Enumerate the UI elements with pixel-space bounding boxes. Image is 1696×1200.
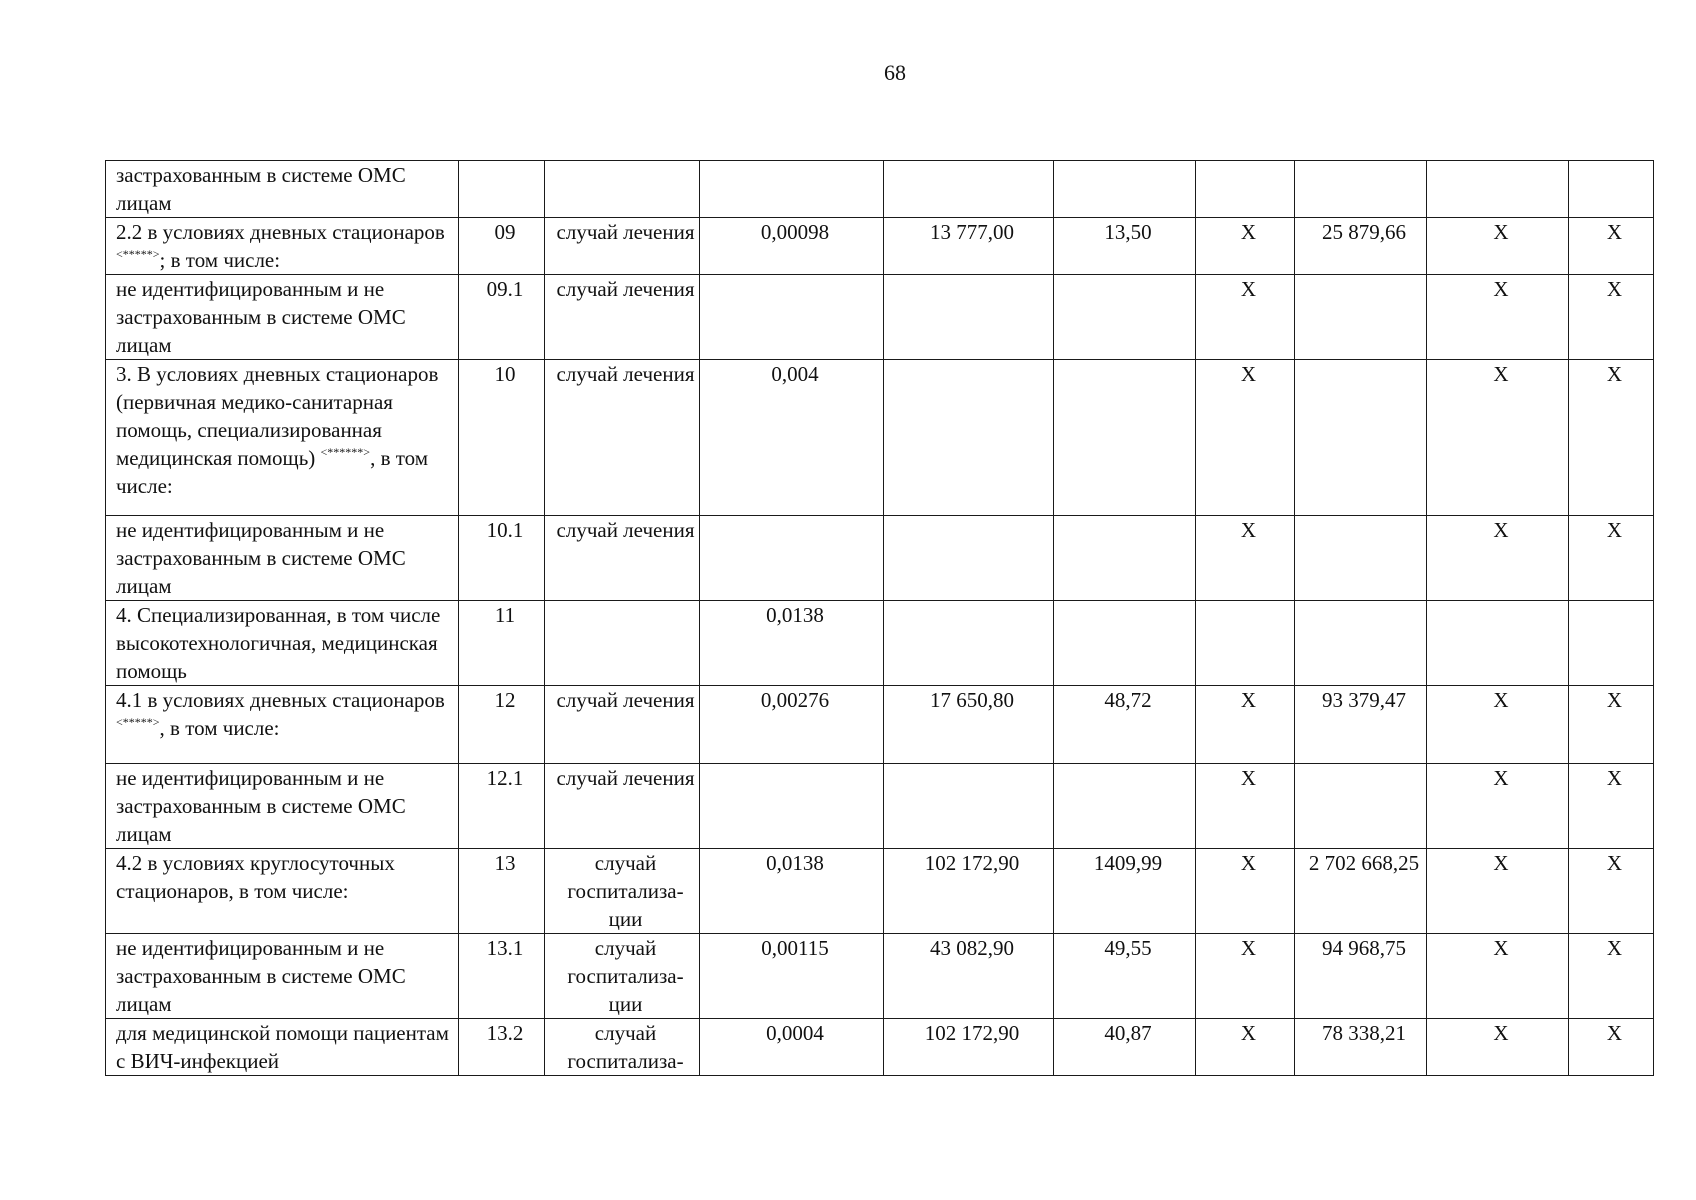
row-name-text: 2.2 в условиях дневных стационаров xyxy=(116,220,445,244)
row-per-capita-value: 13,50 xyxy=(1054,218,1196,275)
row-cost-value xyxy=(884,516,1054,601)
row-total-value: 2 702 668,25 xyxy=(1295,849,1427,934)
row-x-mark xyxy=(1196,161,1295,218)
row-x-mark: Х xyxy=(1569,516,1654,601)
row-name-tail: , в том числе: xyxy=(116,446,429,498)
row-name-text: 4.1 в условиях дневных стационаров xyxy=(116,688,445,712)
row-total-value: 93 379,47 xyxy=(1295,686,1427,764)
row-norm-value xyxy=(700,161,884,218)
row-x-mark: Х xyxy=(1427,275,1569,360)
row-x-mark: Х xyxy=(1427,516,1569,601)
row-x-mark: Х xyxy=(1196,360,1295,516)
row-per-capita-value xyxy=(1054,601,1196,686)
row-norm-value: 0,0004 xyxy=(700,1019,884,1076)
row-name-text: не идентифицированным и не застрахованным в системе ОМС лицам xyxy=(116,518,406,598)
row-x-mark xyxy=(1569,161,1654,218)
row-x-mark: Х xyxy=(1427,764,1569,849)
table-row xyxy=(106,161,1654,218)
table-row xyxy=(106,218,1654,275)
row-x-mark: Х xyxy=(1196,275,1295,360)
table-row xyxy=(106,275,1654,360)
row-x-mark: Х xyxy=(1569,360,1654,516)
row-name xyxy=(106,360,459,516)
row-name xyxy=(106,601,459,686)
row-total-value: 94 968,75 xyxy=(1295,934,1427,1019)
row-code: 11 xyxy=(459,601,545,686)
row-code: 12.1 xyxy=(459,764,545,849)
footnote-mark: <******> xyxy=(320,445,371,459)
row-name-text: для медицинской помощи пациентам с ВИЧ-инфекцией xyxy=(116,1021,449,1073)
row-cost-value: 43 082,90 xyxy=(884,934,1054,1019)
row-x-mark: Х xyxy=(1569,686,1654,764)
row-x-mark: Х xyxy=(1196,686,1295,764)
row-name xyxy=(106,934,459,1019)
row-cost-value xyxy=(884,764,1054,849)
row-per-capita-value xyxy=(1054,275,1196,360)
row-norm-value: 0,004 xyxy=(700,360,884,516)
row-x-mark: Х xyxy=(1196,849,1295,934)
row-norm-value: 0,0138 xyxy=(700,849,884,934)
row-name-tail: , в том числе: xyxy=(159,716,280,740)
row-per-capita-value xyxy=(1054,360,1196,516)
row-x-mark: Х xyxy=(1569,218,1654,275)
row-name-text: 3. В условиях дневных стационаров (первичная медико-санитарная помощь, специализированная медицинская помощь) xyxy=(116,362,439,470)
row-code: 10 xyxy=(459,360,545,516)
row-norm-value: 0,00276 xyxy=(700,686,884,764)
row-per-capita-value xyxy=(1054,764,1196,849)
row-x-mark: Х xyxy=(1427,849,1569,934)
row-code: 13.1 xyxy=(459,934,545,1019)
row-x-mark: Х xyxy=(1427,1019,1569,1076)
row-cost-value: 102 172,90 xyxy=(884,1019,1054,1076)
footnote-mark: <*****> xyxy=(116,247,160,261)
table-row xyxy=(106,686,1654,764)
row-norm-value: 0,00098 xyxy=(700,218,884,275)
row-norm-value: 0,0138 xyxy=(700,601,884,686)
row-unit: случай лечения xyxy=(545,516,700,601)
row-unit: случай лечения xyxy=(545,275,700,360)
row-x-mark: Х xyxy=(1196,1019,1295,1076)
table-row xyxy=(106,601,1654,686)
table-row xyxy=(106,516,1654,601)
row-x-mark: Х xyxy=(1569,849,1654,934)
table-row xyxy=(106,764,1654,849)
row-unit: случай лечения xyxy=(545,360,700,516)
row-name xyxy=(106,161,459,218)
row-x-mark: Х xyxy=(1569,934,1654,1019)
row-x-mark: Х xyxy=(1196,934,1295,1019)
row-name xyxy=(106,1019,459,1076)
row-x-mark: Х xyxy=(1569,764,1654,849)
row-code: 13.2 xyxy=(459,1019,545,1076)
row-name xyxy=(106,849,459,934)
row-total-value: 78 338,21 xyxy=(1295,1019,1427,1076)
row-unit: случай госпитализа- ции xyxy=(545,849,700,934)
row-norm-value xyxy=(700,516,884,601)
row-total-value xyxy=(1295,275,1427,360)
row-cost-value: 102 172,90 xyxy=(884,849,1054,934)
row-x-mark: Х xyxy=(1196,516,1295,601)
row-cost-value: 13 777,00 xyxy=(884,218,1054,275)
footnote-mark: <*****> xyxy=(116,715,160,729)
row-name xyxy=(106,516,459,601)
row-per-capita-value xyxy=(1054,516,1196,601)
row-unit: случай лечения xyxy=(545,218,700,275)
row-unit xyxy=(545,601,700,686)
table-row xyxy=(106,849,1654,934)
row-total-value xyxy=(1295,516,1427,601)
row-norm-value xyxy=(700,764,884,849)
row-unit xyxy=(545,161,700,218)
row-total-value xyxy=(1295,161,1427,218)
table-body xyxy=(106,161,1654,1076)
row-name-text: не идентифицированным и не застрахованным в системе ОМС лицам xyxy=(116,277,406,357)
row-cost-value xyxy=(884,360,1054,516)
table-row xyxy=(106,1019,1654,1076)
row-norm-value: 0,00115 xyxy=(700,934,884,1019)
row-per-capita-value xyxy=(1054,161,1196,218)
row-code xyxy=(459,161,545,218)
row-x-mark: Х xyxy=(1196,218,1295,275)
row-name-text: не идентифицированным и не застрахованным в системе ОМС лицам xyxy=(116,936,406,1016)
row-code: 10.1 xyxy=(459,516,545,601)
row-x-mark: Х xyxy=(1427,686,1569,764)
row-code: 12 xyxy=(459,686,545,764)
row-name-text: 4.2 в условиях круглосуточных стационаров, в том числе: xyxy=(116,851,395,903)
row-x-mark: Х xyxy=(1427,218,1569,275)
row-per-capita-value: 1409,99 xyxy=(1054,849,1196,934)
row-x-mark: Х xyxy=(1427,360,1569,516)
row-cost-value xyxy=(884,601,1054,686)
row-name-text: застрахованным в системе ОМС лицам xyxy=(116,163,406,215)
row-x-mark xyxy=(1196,601,1295,686)
row-total-value xyxy=(1295,764,1427,849)
row-total-value xyxy=(1295,360,1427,516)
row-name-tail: ; в том числе: xyxy=(159,248,281,272)
row-cost-value xyxy=(884,275,1054,360)
page-number: 68 xyxy=(884,60,906,85)
row-x-mark xyxy=(1427,601,1569,686)
row-per-capita-value: 48,72 xyxy=(1054,686,1196,764)
row-unit: случай лечения xyxy=(545,764,700,849)
row-per-capita-value: 49,55 xyxy=(1054,934,1196,1019)
row-x-mark xyxy=(1427,161,1569,218)
row-x-mark: Х xyxy=(1196,764,1295,849)
row-x-mark: Х xyxy=(1569,1019,1654,1076)
row-code: 13 xyxy=(459,849,545,934)
row-name xyxy=(106,686,459,764)
row-total-value xyxy=(1295,601,1427,686)
row-code: 09 xyxy=(459,218,545,275)
row-code: 09.1 xyxy=(459,275,545,360)
row-name xyxy=(106,764,459,849)
row-per-capita-value: 40,87 xyxy=(1054,1019,1196,1076)
row-x-mark: Х xyxy=(1569,275,1654,360)
row-unit: случай госпитализа- xyxy=(545,1019,700,1076)
row-total-value: 25 879,66 xyxy=(1295,218,1427,275)
row-norm-value xyxy=(700,275,884,360)
row-name xyxy=(106,275,459,360)
row-cost-value: 17 650,80 xyxy=(884,686,1054,764)
data-table xyxy=(105,160,1654,1076)
row-x-mark: Х xyxy=(1427,934,1569,1019)
row-cost-value xyxy=(884,161,1054,218)
row-name xyxy=(106,218,459,275)
table-row xyxy=(106,934,1654,1019)
row-name-text: не идентифицированным и не застрахованным в системе ОМС лицам xyxy=(116,766,406,846)
row-unit: случай лечения xyxy=(545,686,700,764)
row-name-text: 4. Специализированная, в том числе высокотехнологичная, медицинская помощь xyxy=(116,603,441,683)
row-x-mark xyxy=(1569,601,1654,686)
row-unit: случай госпитализа- ции xyxy=(545,934,700,1019)
table-row xyxy=(106,360,1654,516)
